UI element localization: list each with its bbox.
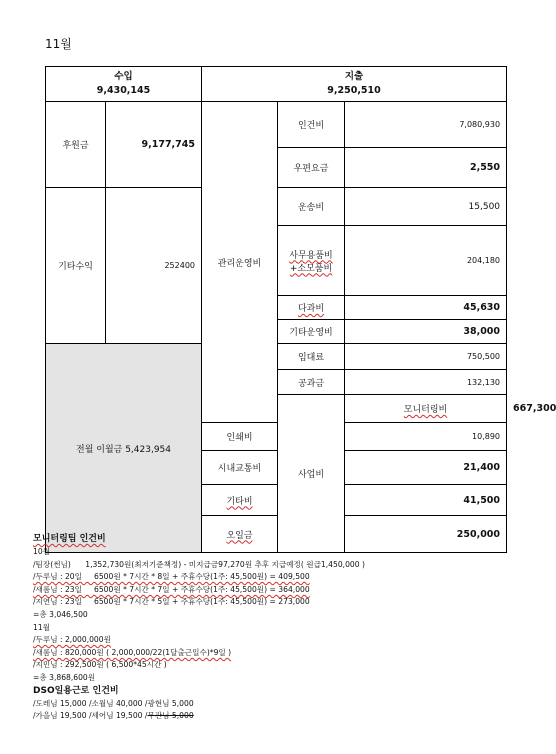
expense-amount: 750,500	[345, 344, 507, 370]
expense-label	[278, 226, 345, 296]
expense-amount: 132,130	[345, 370, 507, 395]
income-total: 9,430,145	[96, 85, 151, 96]
notes-line: /팀장(썬님) 1,352,730원(최저기준책정) - 미지급금97,270원 추후 지급예정( 원급1,450,000 )	[33, 559, 365, 569]
expense-total: 9,250,510	[327, 85, 381, 96]
notes-line	[33, 710, 523, 723]
notes-line: /지연님 : 23일 6500원 * 7시간 * 5일 + 주휴수당(1주: 45,500원) = 273,000	[33, 597, 310, 607]
expense-label-text: 오일금	[226, 530, 253, 541]
notes-heading-dso: DSO일용근로 인건비	[33, 685, 119, 696]
expense-amount: 21,400	[345, 451, 507, 485]
expense-label	[278, 296, 345, 320]
ledger-table: 수입 9,430,145 지출 9,250,510 후원금 9,177,745 관리운영비 인건비 7,080,930 우편요금 2,550 기타수익 252400 운송비 15,500 사무용품비 +소모품비 204,180 다과비 45,630 기타운영비 38,000 전월 이월금 5,423,954 임대료 750,500 공과금 132,130 사업비 모니터링비 667,300 인쇄비 10,890 시내교통비 21,400 기타비 41,500 오일금 250,000	[45, 66, 507, 553]
expense-label: 기타운영비	[278, 320, 345, 344]
expense-amount: 204,180	[345, 226, 507, 296]
notes-line: /새롬님 : 23일 6500원 * 7시간 * 7일 + 주휴수당(1주: 45,500원) = 364,000	[33, 584, 310, 594]
expense-label: 우편요금	[278, 148, 345, 188]
notes-total: =총 3,868,600원	[33, 672, 96, 682]
donation-amount: 9,177,745	[106, 102, 202, 188]
notes-line: /새롬님 : 820,000원 ( 2,000,000/22(1달출근일수)*9일 )	[33, 647, 232, 657]
other-income-amount: 252400	[106, 188, 202, 344]
expense-label: 운송비	[278, 188, 345, 226]
expense-label	[345, 395, 507, 423]
expense-label: 지출	[344, 71, 364, 82]
expense-amount: 15,500	[345, 188, 507, 226]
expense-label-text: 다과비	[297, 304, 325, 314]
expense-label-text: 기타비	[226, 496, 253, 507]
expense-label-line1: 사무용품비	[289, 250, 333, 261]
carryover-cell: 전월 이월금 5,423,954	[46, 344, 202, 553]
expense-header	[202, 67, 507, 102]
expense-label: 임대료	[278, 344, 345, 370]
expense-label: 인쇄비	[202, 423, 278, 451]
income-header	[46, 67, 202, 102]
notes-heading-monitoring	[33, 530, 523, 546]
other-income-label: 기타수익	[46, 188, 106, 344]
expense-label: 공과금	[278, 370, 345, 395]
income-label: 수입	[114, 71, 133, 82]
notes-heading-text: 모니터링팀 인건비	[33, 534, 106, 544]
page-title: 11월	[45, 37, 72, 51]
notes-line: /도레님 15,000 /소월님 40,000 /광현님 5,000	[33, 698, 194, 708]
donation-label: 후원금	[46, 102, 106, 188]
expense-amount: 45,630	[345, 296, 507, 320]
expense-amount: 10,890	[345, 423, 507, 451]
notes-line-main: /가을님 19,500 /세어님 19,500 /	[33, 711, 148, 721]
expense-amount: 41,500	[345, 485, 507, 516]
expense-label-line2: +소모품비	[289, 263, 333, 274]
expense-amount: 7,080,930	[345, 102, 507, 148]
expense-amount: 250,000	[345, 516, 507, 553]
notes-total: =총 3,046,500	[33, 609, 88, 619]
expense-label-text: 모니터링비	[403, 405, 448, 415]
notes-line: /지민님 : 292,500원 ( 6,500*45시간 )	[33, 660, 167, 670]
expense-label: 인건비	[278, 102, 345, 148]
notes-month-label: 11월	[33, 622, 50, 632]
expense-group-admin: 관리운영비	[202, 102, 278, 423]
notes-line: /두루님 : 20일 6500원 * 7시간 * 8일 + 주휴수당(1주: 45,500원) = 409,500	[33, 572, 310, 582]
expense-amount: 2,550	[345, 148, 507, 188]
notes-line: /두루님 : 2,000,000원	[33, 635, 111, 645]
expense-amount: 38,000	[345, 320, 507, 344]
notes-section	[33, 530, 523, 723]
expense-group-business: 사업비	[278, 395, 345, 553]
notes-line-struck: 무관님 5,000	[147, 711, 194, 721]
notes-month-label: 10월	[33, 547, 50, 556]
expense-label: 시내교통비	[202, 451, 278, 485]
expense-label	[202, 485, 278, 516]
